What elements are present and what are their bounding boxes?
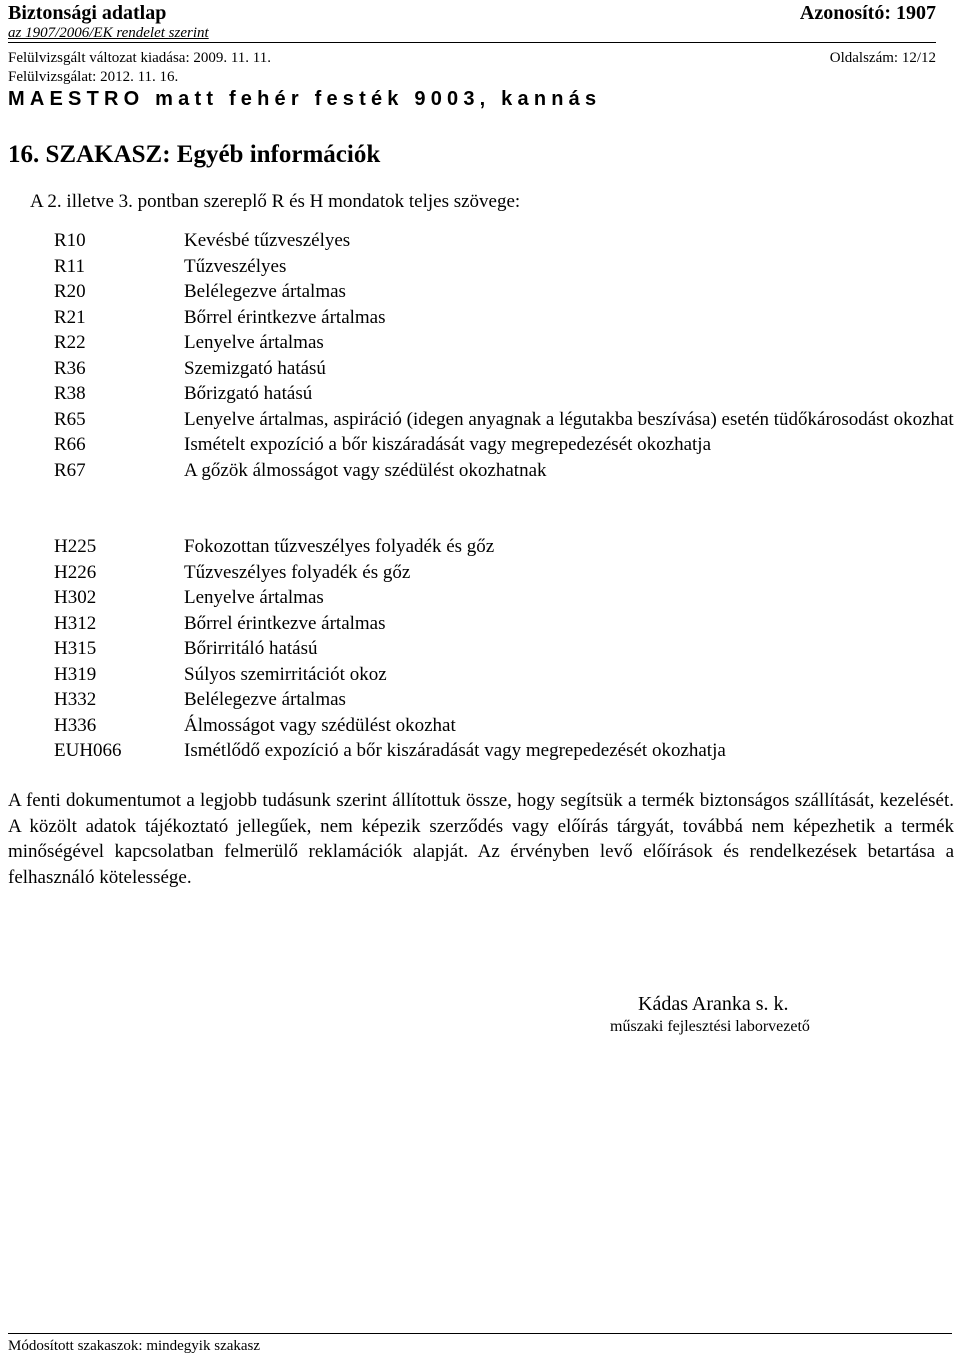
phrase-text: Lenyelve ártalmas [184, 332, 324, 353]
r-phrase-row [0, 228, 960, 254]
phrase-text: Bőrizgató hatású [184, 383, 313, 404]
doc-id: Azonosító: 1907 [799, 2, 936, 24]
h-phrase-row [0, 611, 960, 637]
phrase-code: R21 [54, 306, 86, 328]
phrase-code: H302 [54, 587, 97, 608]
h-phrase-row [0, 636, 960, 662]
r-phrase-row [0, 381, 960, 407]
h-phrase-row [0, 662, 960, 688]
phrase-text: Belélegezve ártalmas [184, 689, 346, 710]
section-intro: A 2. illetve 3. pontban szereplő R és H mondatok teljes szövege: [30, 191, 521, 212]
phrase-text: Bőrrel érintkezve ártalmas [184, 612, 386, 634]
revision-date: Felülvizsgált változat kiadása: 2009. 11. 11. [8, 50, 271, 66]
phrase-text: Fokozottan tűzveszélyes folyadék és gőz [184, 536, 495, 557]
phrase-text: Szemizgató hatású [184, 357, 326, 379]
phrase-code: R22 [54, 332, 86, 353]
h-phrase-row [0, 585, 960, 611]
regulation-ref: az 1907/2006/EK rendelet szerint [8, 25, 209, 41]
phrase-code: R38 [54, 383, 86, 404]
phrase-text: Ismételt expozíció a bőr kiszáradását vagy megrepedezését okozhatja [184, 434, 712, 455]
phrase-code: EUH066 [54, 740, 122, 761]
h-phrase-list [0, 534, 960, 764]
r-phrase-row [0, 254, 960, 280]
phrase-code: H225 [54, 536, 97, 557]
phrase-code: R36 [54, 357, 86, 379]
r-phrase-list [0, 228, 960, 483]
r-phrase-row [0, 279, 960, 305]
phrase-text: Súlyos szemirritációt okoz [184, 663, 387, 685]
phrase-text: Tűzveszélyes [184, 255, 287, 277]
phrase-code: R67 [54, 459, 86, 481]
r-phrase-row [0, 305, 960, 331]
product-name: MAESTRO matt fehér festék 9003, kannás [8, 88, 602, 110]
h-phrase-row [0, 687, 960, 713]
phrase-code: H319 [54, 663, 97, 685]
signatory-name: Kádas Aranka s. k. [638, 993, 789, 1015]
phrase-code: H332 [54, 689, 97, 710]
phrase-text: Bőrrel érintkezve ártalmas [184, 306, 386, 328]
h-phrase-row [0, 738, 960, 764]
doc-title: Biztonsági adatlap [8, 2, 167, 24]
section-title: 16. SZAKASZ: Egyéb információk [8, 141, 381, 168]
phrase-text: Kevésbé tűzveszélyes [184, 230, 351, 251]
phrase-code: H312 [54, 612, 97, 634]
phrase-code: R10 [54, 230, 86, 251]
r-phrase-row [0, 432, 960, 458]
phrase-text: Álmosságot vagy szédülést okozhat [184, 714, 456, 736]
review-date: Felülvizsgálat: 2012. 11. 16. [8, 69, 179, 85]
header-divider [8, 42, 936, 43]
h-phrase-row [0, 534, 960, 560]
phrase-text: Ismétlődő expozíció a bőr kiszáradását vagy megrepedezését okozhatja [184, 740, 726, 761]
footer-note: Módosított szakaszok: mindegyik szakasz [8, 1338, 261, 1354]
phrase-code: R65 [54, 408, 86, 430]
r-phrase-row [0, 407, 960, 433]
phrase-code: R20 [54, 281, 86, 302]
phrase-text: Lenyelve ártalmas, aspiráció (idegen anyagnak a légutakba beszívása) esetén tüdőkárosodást okozhat [184, 408, 954, 430]
h-phrase-row [0, 560, 960, 586]
phrase-text: A gőzök álmosságot vagy szédülést okozhatnak [184, 459, 547, 481]
h-phrase-row [0, 713, 960, 739]
phrase-code: R66 [54, 434, 86, 455]
phrase-code: H336 [54, 714, 97, 736]
footer-divider [8, 1333, 952, 1334]
phrase-text: Bőrirritáló hatású [184, 638, 318, 659]
phrase-code: H315 [54, 638, 97, 659]
r-phrase-row [0, 330, 960, 356]
page-number: Oldalszám: 12/12 [829, 50, 936, 66]
r-phrase-row [0, 458, 960, 484]
phrase-code: R11 [54, 255, 85, 277]
phrase-code: H226 [54, 561, 97, 583]
phrase-text: Tűzveszélyes folyadék és gőz [184, 561, 411, 583]
phrase-text: Lenyelve ártalmas [184, 587, 324, 608]
signatory-role: műszaki fejlesztési laborvezető [610, 1018, 810, 1035]
disclaimer-paragraph: A fenti dokumentumot a legjobb tudásunk szerint állítottuk össze, hogy segítsük a termék biztonságos szállítását, kezelését. A közölt adatok tájékoztató jellegűek, nem képezik szerződés vagy előírás tárgyát, továbbá nem képezhetik a termék minőségével kapcsolatban felmerülő reklamációk alapját. Az érvényben levő előírások és rendelkezések betartása a felhasználó kötelessége. [8, 790, 954, 888]
phrase-text: Belélegezve ártalmas [184, 281, 346, 302]
r-phrase-row [0, 356, 960, 382]
